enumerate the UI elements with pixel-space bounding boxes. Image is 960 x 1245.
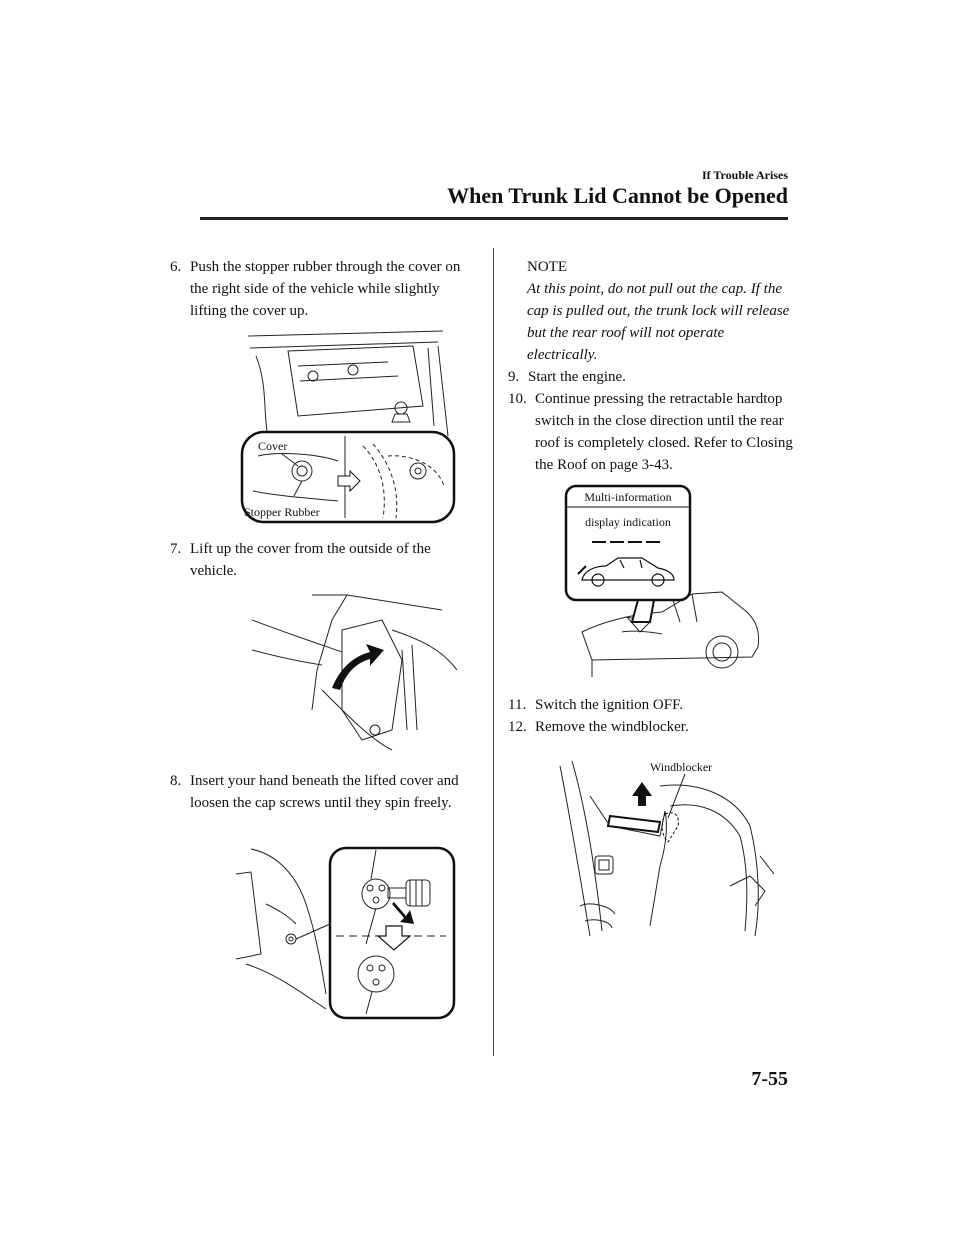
step-number: 6.: [170, 259, 182, 275]
callout-cover: Cover: [258, 439, 288, 453]
step-number: 12.: [508, 719, 527, 735]
header-rule: [200, 217, 788, 220]
figure-cap-screws: [236, 844, 458, 1022]
step-10: [508, 388, 800, 476]
header-section-label: If Trouble Arises: [701, 168, 788, 182]
step-7: [170, 538, 480, 582]
figure-windblocker: [550, 756, 776, 938]
step-6: [170, 256, 470, 322]
step-number: 8.: [170, 773, 182, 789]
step-text: Continue pressing the retractable hardtop switch in the close direction until the rear roof is completely closed. Refer to Closing the Roof on page 3-43.: [535, 391, 793, 473]
note-block: [527, 256, 797, 366]
callout-windblocker: Windblocker: [650, 760, 713, 774]
figure-lift-cover: [252, 590, 464, 758]
stopper-rubber-illustration: [238, 326, 460, 526]
step-text: Lift up the cover from the outside of the vehicle.: [190, 541, 431, 579]
step-number: 9.: [508, 369, 520, 385]
display-label-line1: Multi-information: [584, 490, 672, 504]
step-text: Remove the windblocker.: [535, 719, 689, 735]
step-text: Insert your hand beneath the lifted cover and loosen the cap screws until they spin freely.: [190, 773, 459, 811]
callout-stopper-rubber: Stopper Rubber: [244, 505, 320, 519]
step-11: [508, 694, 798, 716]
cap-screws-illustration: [236, 844, 458, 1022]
display-label-line2: display indication: [585, 515, 671, 529]
page-title: When Trunk Lid Cannot be Opened: [447, 183, 788, 208]
column-divider: [493, 248, 494, 1056]
step-8: [170, 770, 470, 814]
windblocker-illustration: [550, 756, 776, 938]
step-number: 7.: [170, 541, 182, 557]
step-12: [508, 716, 798, 738]
step-9: [508, 366, 798, 388]
multi-information-display-illustration: [562, 482, 764, 680]
step-number: 11.: [508, 697, 527, 713]
page-number: 7-55: [751, 1068, 788, 1090]
step-number: 10.: [508, 391, 527, 407]
note-text: At this point, do not pull out the cap. If the cap is pulled out, the trunk lock will release but the rear roof will not operate electrically.: [527, 281, 790, 363]
note-label: NOTE: [527, 259, 567, 275]
step-text: Switch the ignition OFF.: [535, 697, 683, 713]
step-text: Start the engine.: [528, 369, 626, 385]
step-text: Push the stopper rubber through the cover on the right side of the vehicle while slightly lifting the cover up.: [190, 259, 461, 319]
figure-multi-information-display: [562, 482, 764, 680]
lift-cover-illustration: [252, 590, 464, 758]
figure-stopper-rubber: [238, 326, 460, 526]
